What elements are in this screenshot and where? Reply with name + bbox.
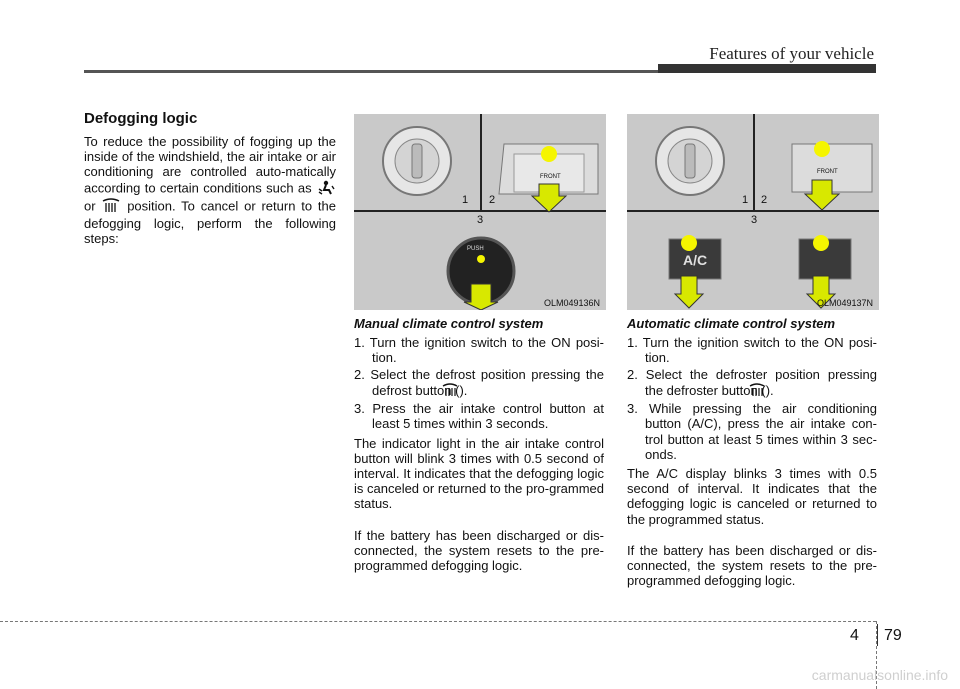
manual-control-illustration bbox=[354, 114, 606, 310]
figure2-label-1: 1 bbox=[742, 194, 749, 206]
automatic-section bbox=[627, 316, 877, 589]
figure2-label-3: 3 bbox=[751, 214, 758, 226]
manual-paragraph-2: If the battery has been discharged or dis-connected, the system resets to the pre-programmed defogging logic. bbox=[354, 527, 604, 574]
page-number-separator bbox=[877, 624, 878, 646]
automatic-step-1: 1. Turn the ignition switch to the ON posi-tion. bbox=[627, 335, 877, 366]
page-number: 79 bbox=[884, 627, 902, 644]
manual-section bbox=[354, 316, 604, 573]
defogging-logic-section bbox=[84, 110, 336, 246]
automatic-step-2-tail: ). bbox=[765, 382, 774, 398]
manual-step-2-text: 2. Select the defrost position pressing the defrost button ( bbox=[354, 367, 604, 398]
automatic-step-3: 3. While pressing the air conditioning button (A/C), press the air intake con-trol button at least 5 times within 3 sec-onds. bbox=[627, 401, 877, 462]
figure1-label-1: 1 bbox=[462, 194, 469, 206]
header-tab bbox=[658, 64, 876, 73]
section-heading: Defogging logic bbox=[84, 110, 198, 127]
figure1-button-text: FRONT bbox=[540, 174, 561, 180]
intro-text-b: position. To cancel or return to the defogging logic, perform the following steps: bbox=[84, 198, 336, 247]
automatic-paragraph-1: The A/C display blinks 3 times with 0.5 second of interval. It indicates that the defogging logic is canceled or returned to the programmed status. bbox=[627, 466, 877, 527]
automatic-paragraph-2: If the battery has been discharged or dis-connected, the system resets to the pre-programmed defogging logic. bbox=[627, 542, 877, 589]
manual-control-figure bbox=[354, 114, 606, 310]
automatic-heading: Automatic climate control system bbox=[627, 316, 836, 331]
manual-paragraph-1: The indicator light in the air intake control button will blink 3 times with 0.5 second of interval. It indicates that the defogging logic is canceled or returned to the pro-grammed status. bbox=[354, 435, 605, 512]
automatic-step-2-text: 2. Select the defroster position pressing the defroster button ( bbox=[627, 367, 877, 398]
manual-step-2 bbox=[354, 367, 604, 399]
manual-heading: Manual climate control system bbox=[354, 316, 544, 331]
manual-step-3: 3. Press the air intake control button at least 5 times within 3 seconds. bbox=[354, 401, 604, 432]
watermark: carmanualsonline.info bbox=[811, 667, 948, 683]
manual-step-2-tail: ). bbox=[459, 382, 468, 398]
manual-steps bbox=[354, 335, 604, 432]
automatic-control-figure bbox=[627, 114, 879, 310]
automatic-steps bbox=[627, 335, 877, 462]
defrost-icon bbox=[101, 198, 121, 216]
intro-paragraph bbox=[84, 134, 336, 246]
chapter-number: 4 bbox=[850, 627, 859, 644]
figure1-label-3: 3 bbox=[477, 214, 484, 226]
figure2-code: OLM049137N bbox=[816, 298, 873, 308]
figure1-label-2: 2 bbox=[489, 194, 496, 206]
intro-text-a: To reduce the possibility of fogging up the inside of the windshield, the air intake or air conditioning are controlled auto-matically according to certain conditions such as bbox=[84, 134, 336, 196]
automatic-step-2 bbox=[627, 367, 877, 399]
figure2-label-2: 2 bbox=[761, 194, 768, 206]
figure2-ac-text: A/C bbox=[683, 252, 708, 268]
automatic-control-illustration bbox=[627, 114, 879, 310]
floor-defrost-icon bbox=[316, 180, 336, 198]
figure1-code: OLM049136N bbox=[543, 298, 600, 308]
figure2-button-text: FRONT bbox=[817, 169, 838, 175]
manual-step-1: 1. Turn the ignition switch to the ON posi-tion. bbox=[354, 335, 604, 366]
intro-or: or bbox=[84, 198, 96, 214]
running-header: Features of your vehicle bbox=[709, 44, 874, 63]
footer-rule bbox=[0, 621, 876, 622]
figure1-knob-text: PUSH bbox=[467, 246, 484, 252]
